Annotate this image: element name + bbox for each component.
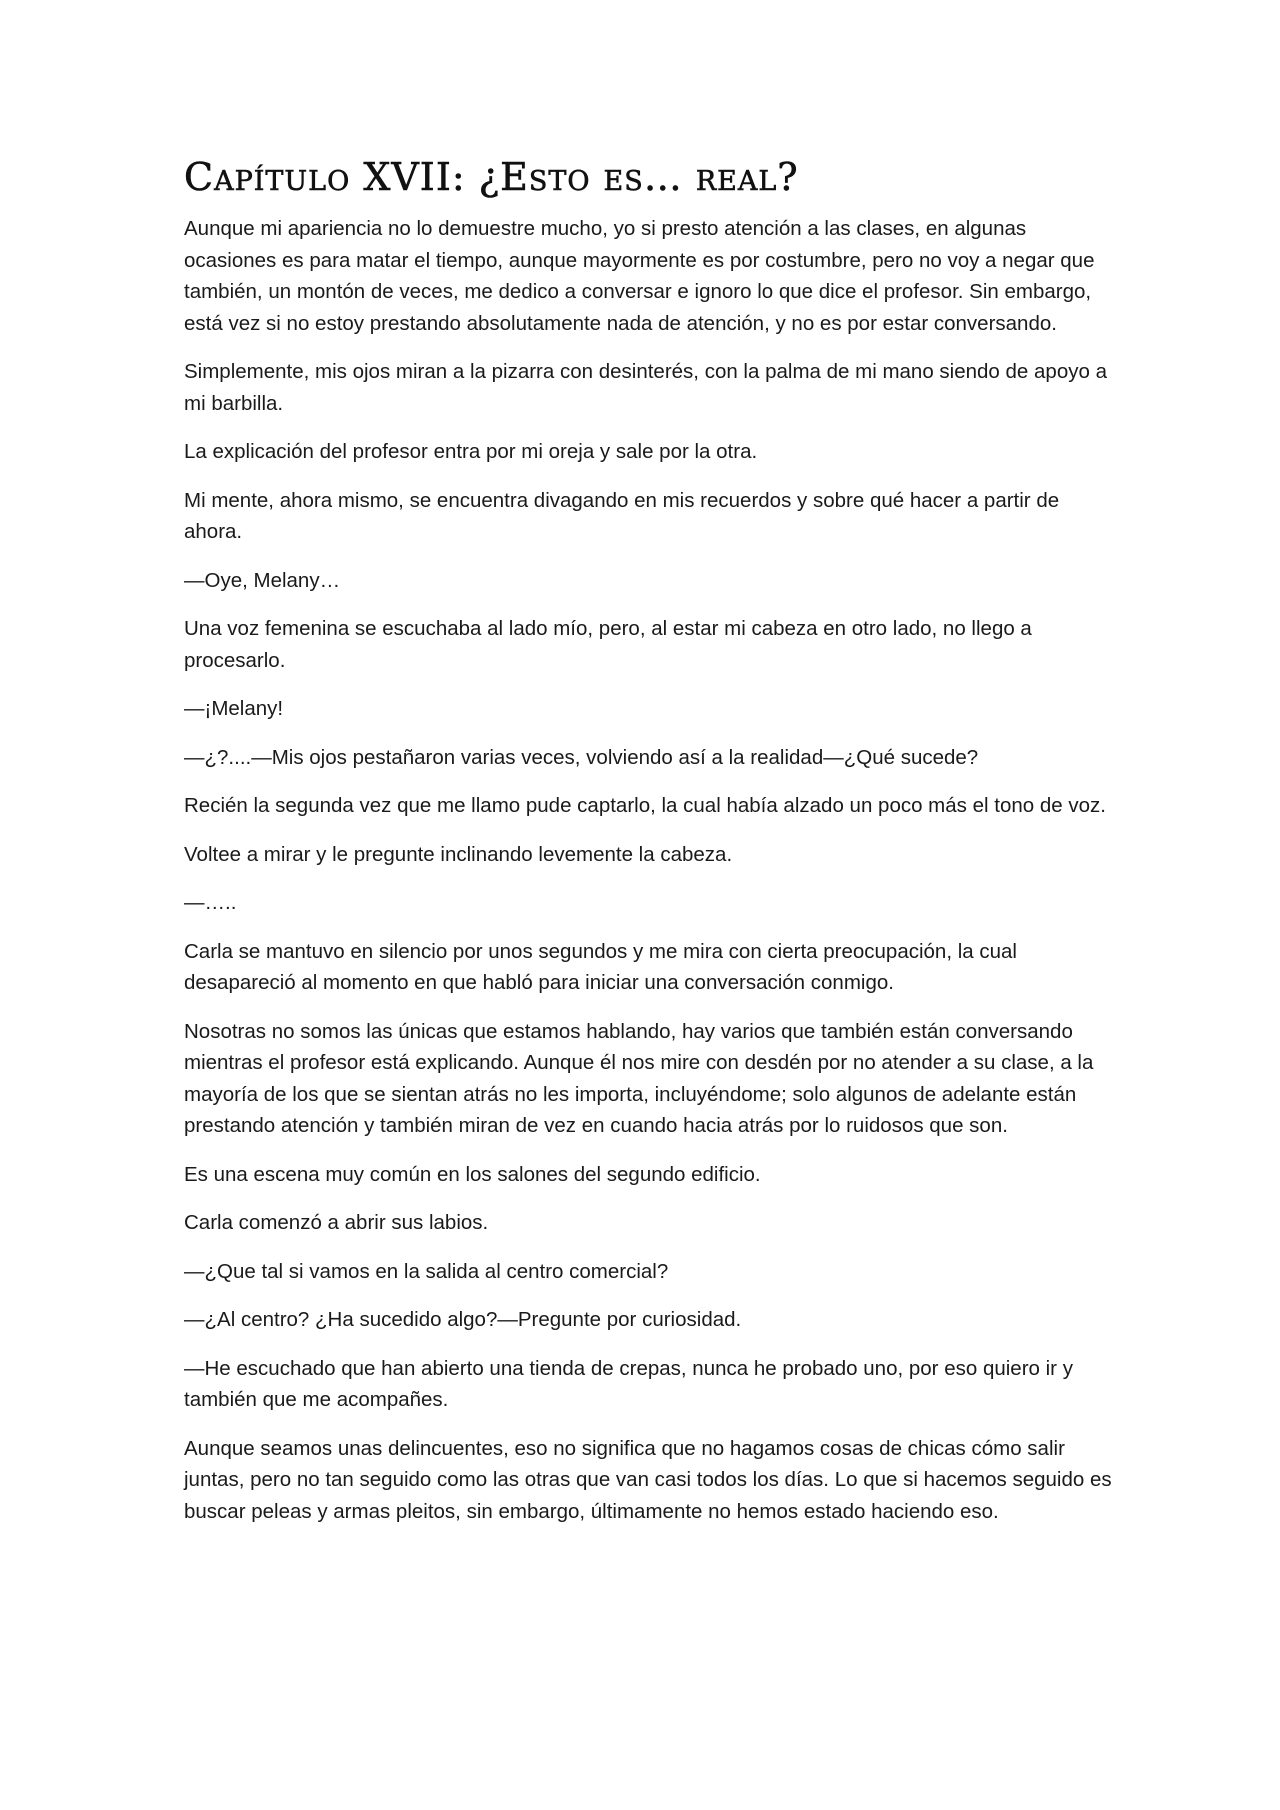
paragraph: Nosotras no somos las únicas que estamos hablando, hay varios que también están conversando mientras el profesor está explicando. Aunque él nos mire con desdén por no atender a su clase, a la mayoría de los que se sientan atrás no les importa, incluyéndome; solo algunos de adelante están prestando atención y también miran de vez en cuando hacia atrás por lo ruidosos que son. — [184, 1019, 1094, 1137]
dialogue-line: —Oye, Melany… — [184, 568, 341, 592]
dialogue-line: —¿?....—Mis ojos pestañaron varias veces, volviendo así a la realidad—¿Qué sucede? — [184, 745, 979, 769]
dialogue-line: —¿Que tal si vamos en la salida al centro comercial? — [184, 1259, 669, 1283]
dialogue-line: —¡Melany! — [184, 697, 284, 720]
paragraph: Carla comenzó a abrir sus labios. — [184, 1211, 489, 1234]
paragraph: La explicación del profesor entra por mi oreja y sale por la otra. — [184, 440, 758, 463]
dialogue-line: —….. — [184, 891, 237, 914]
dialogue-line: —¿Al centro? ¿Ha sucedido algo?—Pregunte por curiosidad. — [184, 1308, 742, 1331]
paragraph: Es una escena muy común en los salones del segundo edificio. — [184, 1162, 761, 1186]
paragraph: Carla se mantuvo en silencio por unos segundos y me mira con cierta preocupación, la cual desapareció al momento en que habló para iniciar una conversación conmigo. — [184, 939, 1017, 994]
chapter-title: Capítulo XVII: ¿Esto es… real? — [184, 155, 799, 199]
paragraph: Voltee a mirar y le pregunte inclinando levemente la cabeza. — [184, 842, 733, 866]
paragraph: Aunque seamos unas delincuentes, eso no significa que no hagamos cosas de chicas cómo salir juntas, pero no tan seguido como las otras que van casi todos los días. Lo que si hacemos seguido es buscar peleas y armas pleitos, sin embargo, últimamente no hemos estado haciendo eso. — [184, 1436, 1112, 1523]
paragraph: Mi mente, ahora mismo, se encuentra divagando en mis recuerdos y sobre qué hacer a partir de ahora. — [184, 488, 1060, 543]
dialogue-line: —He escuchado que han abierto una tienda de crepas, nunca he probado uno, por eso quiero ir y también que me acompañes. — [184, 1356, 1073, 1411]
paragraph: Simplemente, mis ojos miran a la pizarra con desinterés, con la palma de mi mano siendo de apoyo a mi barbilla. — [184, 360, 1107, 415]
document-page — [184, 155, 1114, 1544]
paragraph: Una voz femenina se escuchaba al lado mío, pero, al estar mi cabeza en otro lado, no llego a procesarlo. — [184, 617, 1032, 672]
paragraph: Recién la segunda vez que me llamo pude captarlo, la cual había alzado un poco más el tono de voz. — [184, 794, 1106, 817]
paragraph: Aunque mi apariencia no lo demuestre mucho, yo si presto atención a las clases, en algunas ocasiones es para matar el tiempo, aunque mayormente es por costumbre, pero no voy a negar que también, un montón de veces, me dedico a conversar e ignoro lo que dice el profesor. Sin embargo, está vez si no estoy prestando absolutamente nada de atención, y no es por estar conversando. — [184, 217, 1095, 335]
